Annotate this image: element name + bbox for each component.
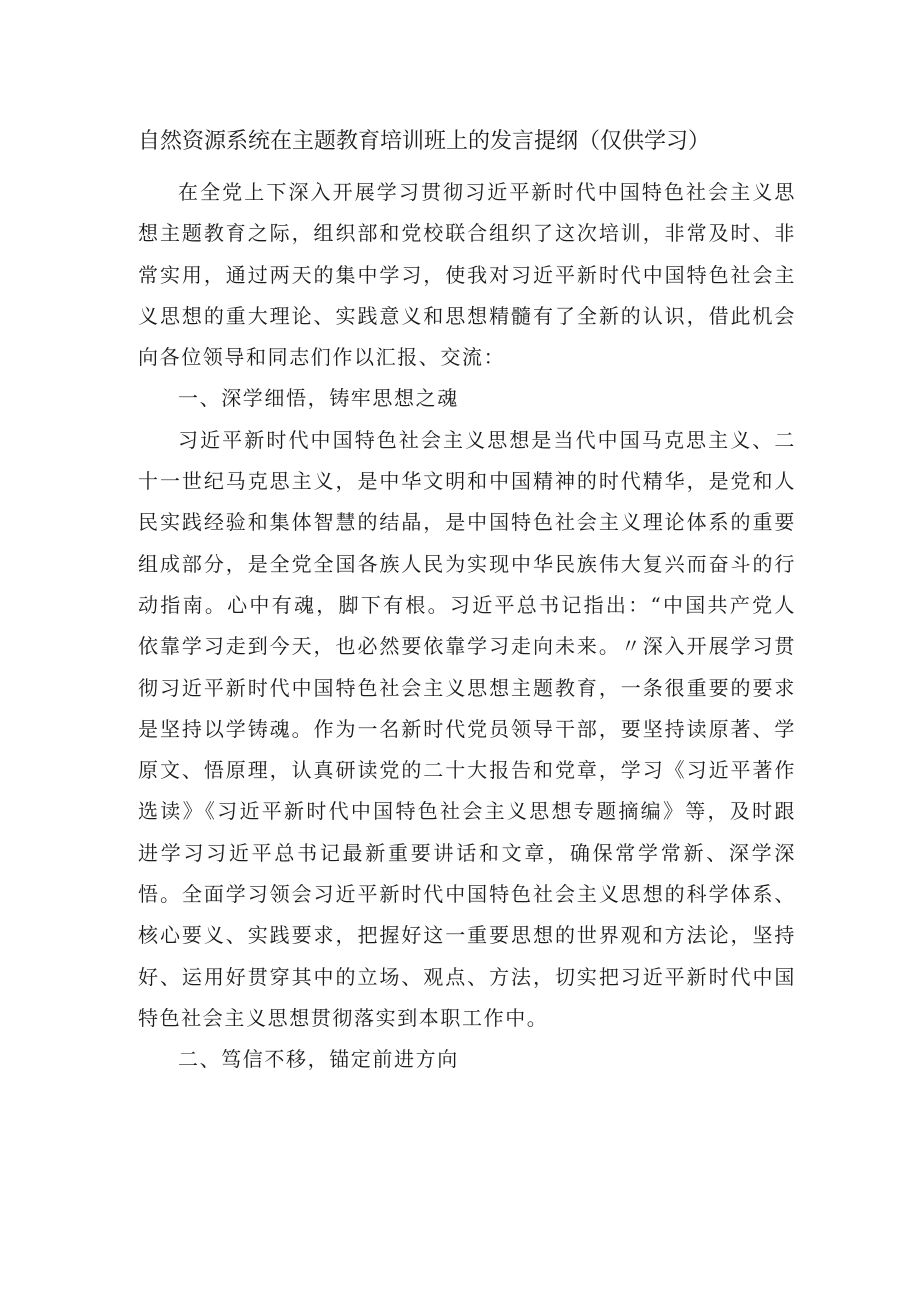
section-heading-2: 二、笃信不移，锚定前进方向 — [178, 1047, 459, 1072]
document-body — [138, 172, 796, 1081]
section-heading-1: 一、深学细悟，铸牢思想之魂 — [178, 386, 459, 411]
section-1-paragraph: 习近平新时代中国特色社会主义思想是当代中国马克思主义、二十一世纪马克思主义，是中华文明和中国精神的时代精华，是党和人民实践经验和集体智慧的结晶，是中国特色社会主义理论体系的重要组成部分，是全党全国各族人民为实现中华民族伟大复兴而奋斗的行动指南。心中有魂，脚下有根。习近平总书记指出：“中国共产党人依靠学习走到今天，也必然要依靠学习走向未来。〃深入开展学习贯彻习近平新时代中国特色社会主义思想主题教育，一条很重要的要求是坚持以学铸魂。作为一名新时代党员领导干部，要坚持读原著、学原文、悟原理，认真研读党的二十大报告和党章，学习《习近平著作选读》《习近平新时代中国特色社会主义思想专题摘编》等，及时跟进学习习近平总书记最新重要讲话和文章，确保常学常新、深学深悟。全面学习领会习近平新时代中国特色社会主义思想的科学体系、核心要义、实践要求，把握好这一重要思想的世界观和方法论，坚持好、运用好贯穿其中的立场、观点、方法，切实把习近平新时代中国特色社会主义思想贯彻落实到本职工作中。 — [138, 427, 796, 1030]
intro-paragraph: 在全党上下深入开展学习贯彻习近平新时代中国特色社会主义思想主题教育之际，组织部和党校联合组织了这次培训，非常及时、非常实用，通过两天的集中学习，使我对习近平新时代中国特色社会主义思想的重大理论、实践意义和思想精髓有了全新的认识，借此机会向各位领导和同志们作以汇报、交流： — [138, 180, 796, 370]
document-title: 自然资源系统在主题教育培训班上的发言提纲（仅供学习） — [138, 129, 711, 154]
